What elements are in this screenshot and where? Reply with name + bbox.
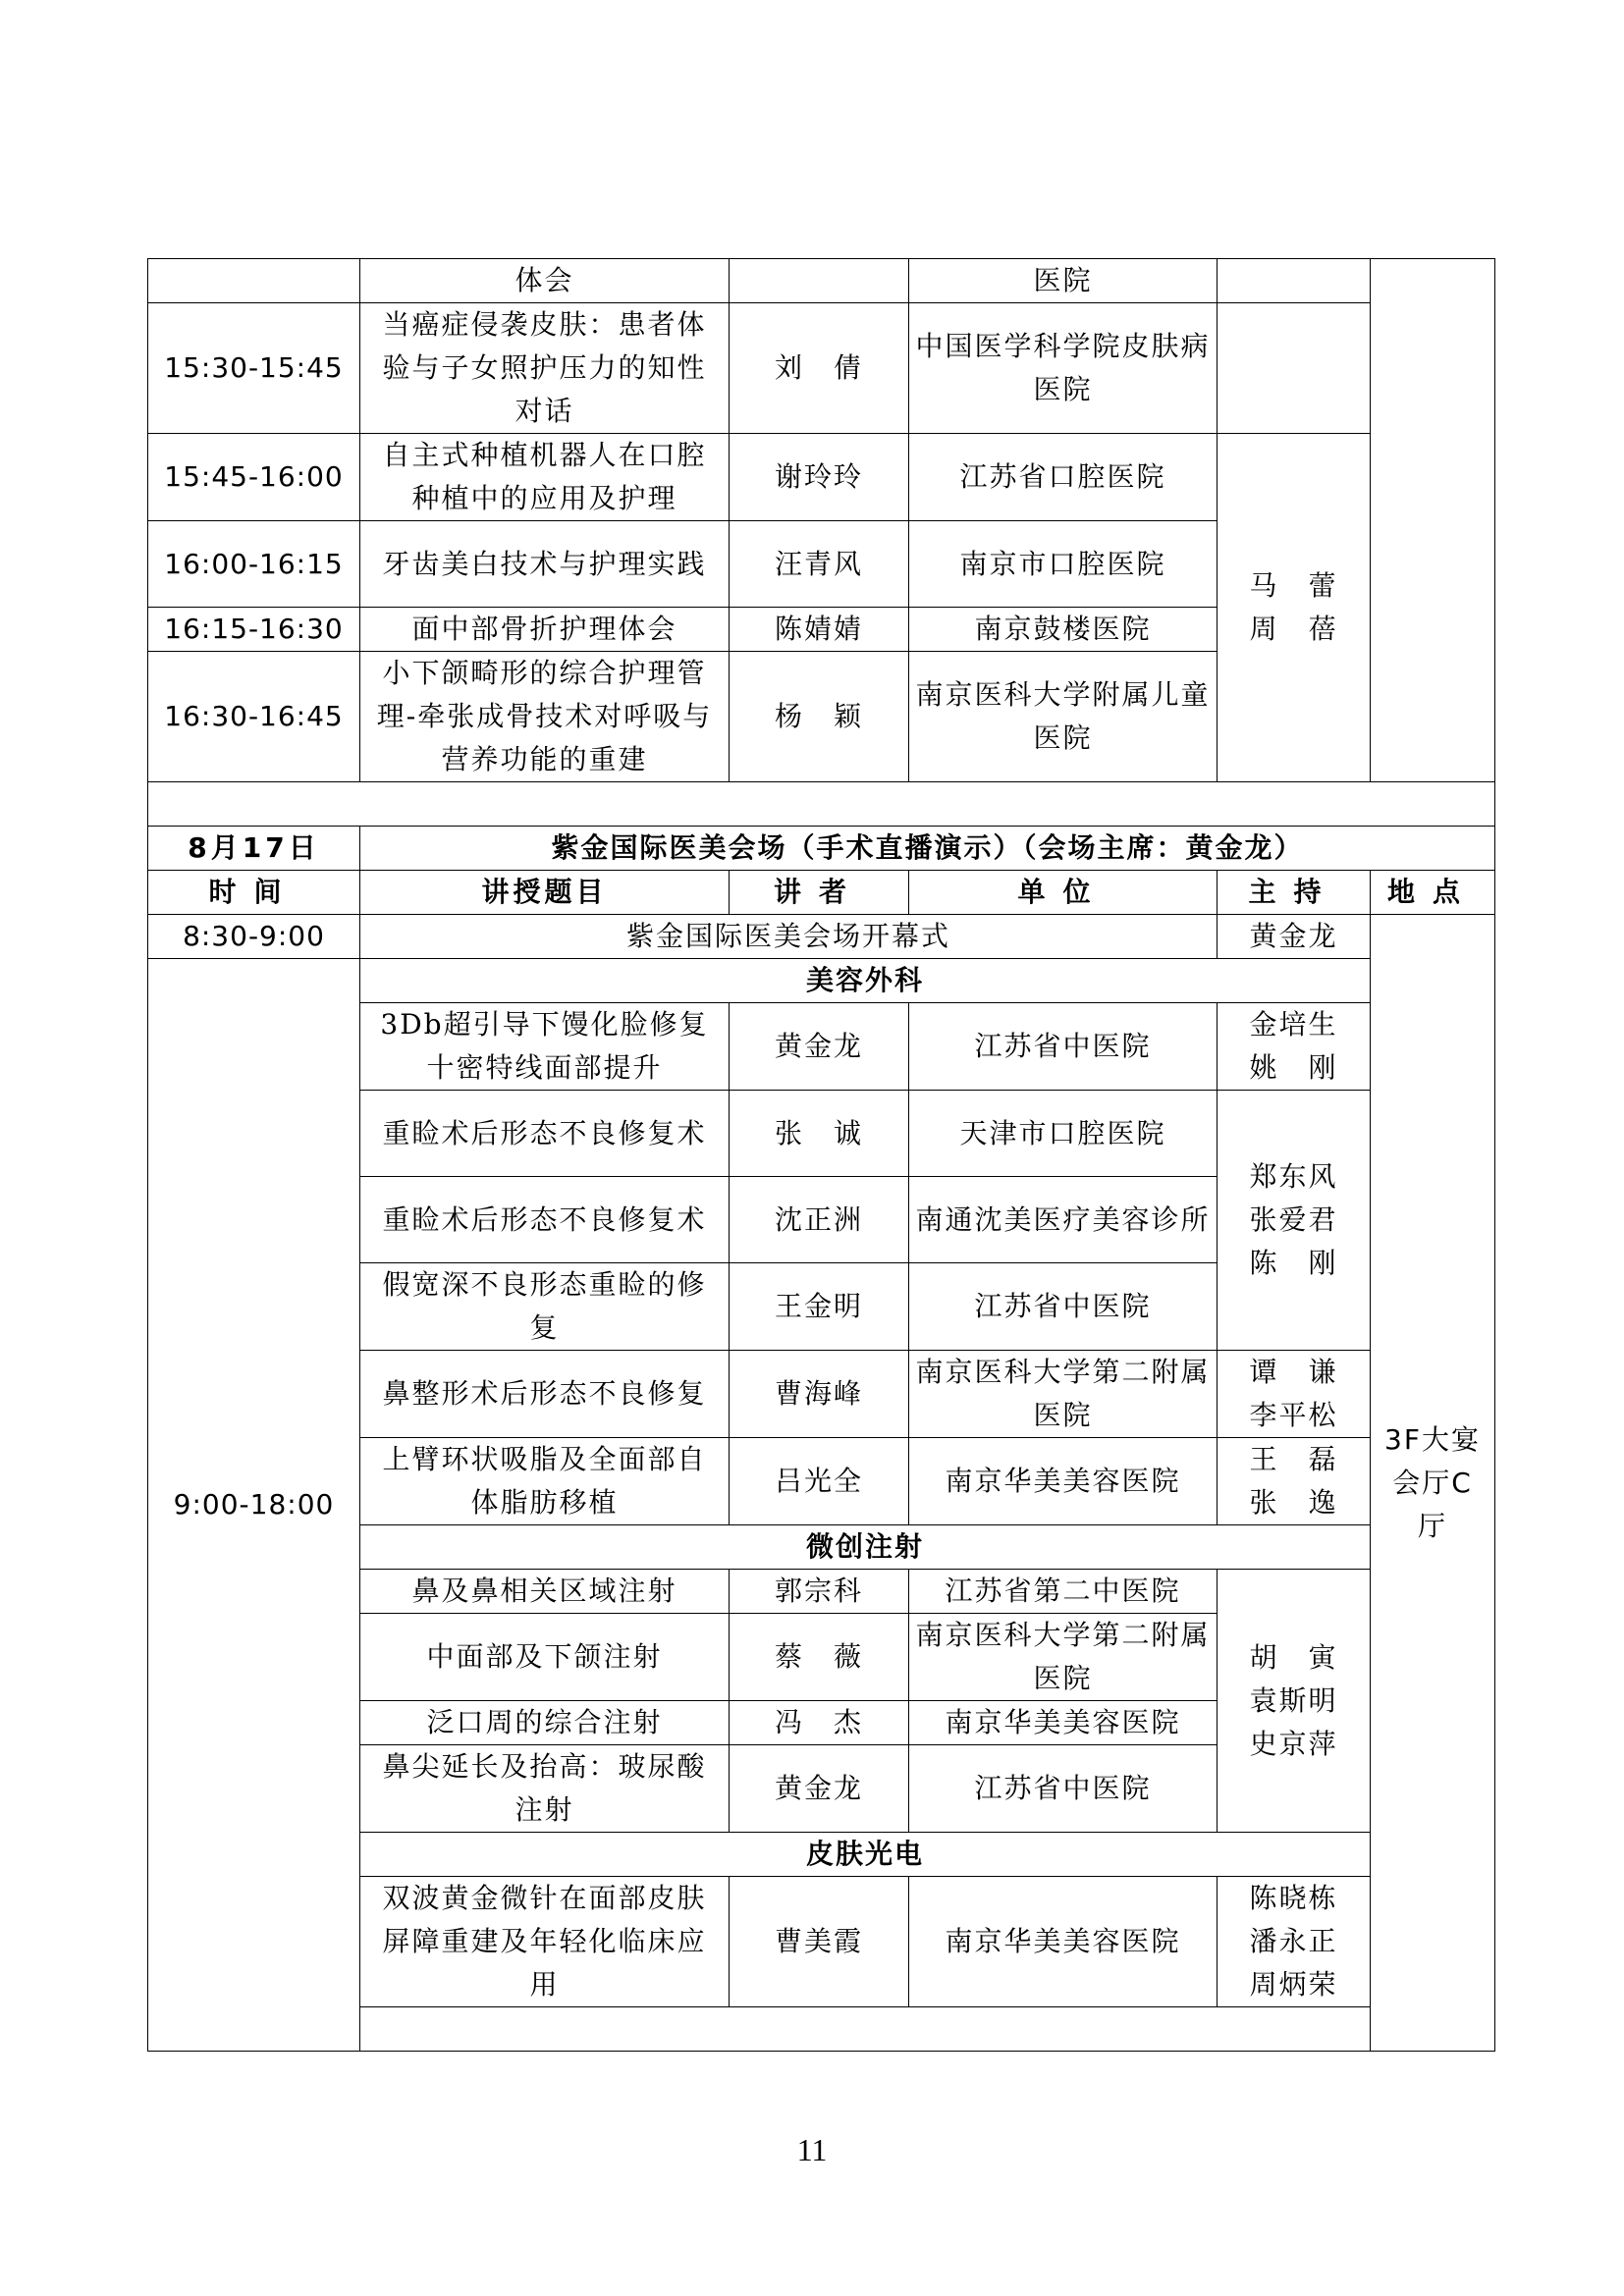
org-cell: 中国医学科学院皮肤病医院 xyxy=(909,303,1218,434)
speaker-cell: 谢玲玲 xyxy=(730,434,909,521)
main-time-cell: 9:00-18:00 xyxy=(148,959,360,2052)
org-cell: 江苏省中医院 xyxy=(909,1745,1218,1833)
section-title-skin: 皮肤光电 xyxy=(360,1833,1371,1877)
org-cell: 江苏省中医院 xyxy=(909,1263,1218,1351)
time-cell: 15:30-15:45 xyxy=(148,303,360,434)
org-cell: 南京医科大学第二附属医院 xyxy=(909,1351,1218,1438)
table-row xyxy=(148,259,1495,303)
org-cell: 南京市口腔医院 xyxy=(909,521,1218,608)
speaker-cell: 曹美霞 xyxy=(730,1877,909,2007)
speaker-cell: 曹海峰 xyxy=(730,1351,909,1438)
org-cell: 天津市口腔医院 xyxy=(909,1091,1218,1177)
topic-cell: 双波黄金微针在面部皮肤屏障重建及年轻化临床应用 xyxy=(360,1877,730,2007)
host-cell: 陈晓栋 潘永正 周炳荣 xyxy=(1218,1877,1371,2007)
host-cell xyxy=(1218,303,1371,434)
topic-cell: 重睑术后形态不良修复术 xyxy=(360,1177,730,1263)
speaker-cell xyxy=(730,259,909,303)
host-cell xyxy=(1218,259,1371,303)
location-cell: 3F大宴会厅C厅 xyxy=(1371,915,1495,2052)
speaker-cell: 陈婧婧 xyxy=(730,608,909,652)
opening-title: 紫金国际医美会场开幕式 xyxy=(360,915,1218,959)
venue-title: 紫金国际医美会场（手术直播演示）（会场主席：黄金龙） xyxy=(360,827,1495,871)
org-cell: 南京医科大学附属儿童医院 xyxy=(909,652,1218,782)
time-cell: 16:15-16:30 xyxy=(148,608,360,652)
speaker-cell: 汪青风 xyxy=(730,521,909,608)
col-location-header: 地点 xyxy=(1371,871,1495,915)
host-cell: 胡 寅 袁斯明 史京萍 xyxy=(1218,1570,1371,1833)
topic-cell: 鼻尖延长及抬高：玻尿酸注射 xyxy=(360,1745,730,1833)
topic-cell: 重睑术后形态不良修复术 xyxy=(360,1091,730,1177)
speaker-cell: 黄金龙 xyxy=(730,1003,909,1091)
org-cell: 南通沈美医疗美容诊所 xyxy=(909,1177,1218,1263)
col-speaker-header: 讲者 xyxy=(730,871,909,915)
speaker-cell: 吕光全 xyxy=(730,1438,909,1525)
topic-cell: 当癌症侵袭皮肤：患者体验与子女照护压力的知性对话 xyxy=(360,303,730,434)
spacer-cell xyxy=(148,782,1495,827)
page-number: 11 xyxy=(796,2132,828,2167)
time-cell: 16:30-16:45 xyxy=(148,652,360,782)
topic-cell: 鼻整形术后形态不良修复 xyxy=(360,1351,730,1438)
host-cell: 谭 谦 李平松 xyxy=(1218,1351,1371,1438)
col-host-header: 主持 xyxy=(1218,871,1371,915)
time-cell: 15:45-16:00 xyxy=(148,434,360,521)
org-cell: 江苏省中医院 xyxy=(909,1003,1218,1091)
topic-cell: 上臂环状吸脂及全面部自体脂肪移植 xyxy=(360,1438,730,1525)
topic-cell: 3Db超引导下馒化脸修复十密特线面部提升 xyxy=(360,1003,730,1091)
speaker-cell: 冯 杰 xyxy=(730,1701,909,1745)
org-cell: 南京华美美容医院 xyxy=(909,1438,1218,1525)
org-cell: 南京鼓楼医院 xyxy=(909,608,1218,652)
col-time-header: 时间 xyxy=(148,871,360,915)
time-cell: 8:30-9:00 xyxy=(148,915,360,959)
topic-cell: 泛口周的综合注射 xyxy=(360,1701,730,1745)
org-cell: 江苏省口腔医院 xyxy=(909,434,1218,521)
time-cell xyxy=(148,259,360,303)
speaker-cell: 蔡 薇 xyxy=(730,1614,909,1701)
speaker-cell: 沈正洲 xyxy=(730,1177,909,1263)
section-row xyxy=(148,959,1495,1003)
spacer-row xyxy=(148,782,1495,827)
host-cell: 王 磊 张 逸 xyxy=(1218,1438,1371,1525)
host-cell: 郑东风 张爱君 陈 刚 xyxy=(1218,1091,1371,1351)
org-cell: 江苏省第二中医院 xyxy=(909,1570,1218,1614)
topic-cell: 体会 xyxy=(360,259,730,303)
topic-cell: 自主式种植机器人在口腔种植中的应用及护理 xyxy=(360,434,730,521)
topic-cell: 假宽深不良形态重睑的修复 xyxy=(360,1263,730,1351)
topic-cell: 牙齿美白技术与护理实践 xyxy=(360,521,730,608)
spacer-cell xyxy=(360,2007,1495,2052)
org-cell: 南京华美美容医院 xyxy=(909,1877,1218,2007)
col-topic-header: 讲授题目 xyxy=(360,871,730,915)
host-cell: 黄金龙 xyxy=(1218,915,1371,959)
time-cell: 16:00-16:15 xyxy=(148,521,360,608)
host-cell: 金培生 姚 刚 xyxy=(1218,1003,1371,1091)
section-title-injection: 微创注射 xyxy=(360,1525,1371,1570)
speaker-cell: 王金明 xyxy=(730,1263,909,1351)
speaker-cell: 刘 倩 xyxy=(730,303,909,434)
location-cell xyxy=(1371,259,1495,782)
org-cell: 南京华美美容医院 xyxy=(909,1701,1218,1745)
table-row xyxy=(148,434,1495,521)
opening-row xyxy=(148,915,1495,959)
schedule-table xyxy=(147,258,1495,2052)
table-row xyxy=(148,303,1495,434)
org-cell: 医院 xyxy=(909,259,1218,303)
day-header-row xyxy=(148,827,1495,871)
topic-cell: 面中部骨折护理体会 xyxy=(360,608,730,652)
speaker-cell: 郭宗科 xyxy=(730,1570,909,1614)
column-header-row xyxy=(148,871,1495,915)
host-cell: 马 蕾 周 蓓 xyxy=(1218,434,1371,782)
speaker-cell: 张 诚 xyxy=(730,1091,909,1177)
topic-cell: 鼻及鼻相关区域注射 xyxy=(360,1570,730,1614)
section-title-surgery: 美容外科 xyxy=(360,959,1371,1003)
topic-cell: 中面部及下颌注射 xyxy=(360,1614,730,1701)
col-org-header: 单位 xyxy=(909,871,1218,915)
topic-cell: 小下颌畸形的综合护理管理-牵张成骨技术对呼吸与营养功能的重建 xyxy=(360,652,730,782)
date-cell: 8月17日 xyxy=(148,827,360,871)
speaker-cell: 杨 颖 xyxy=(730,652,909,782)
org-cell: 南京医科大学第二附属医院 xyxy=(909,1614,1218,1701)
speaker-cell: 黄金龙 xyxy=(730,1745,909,1833)
